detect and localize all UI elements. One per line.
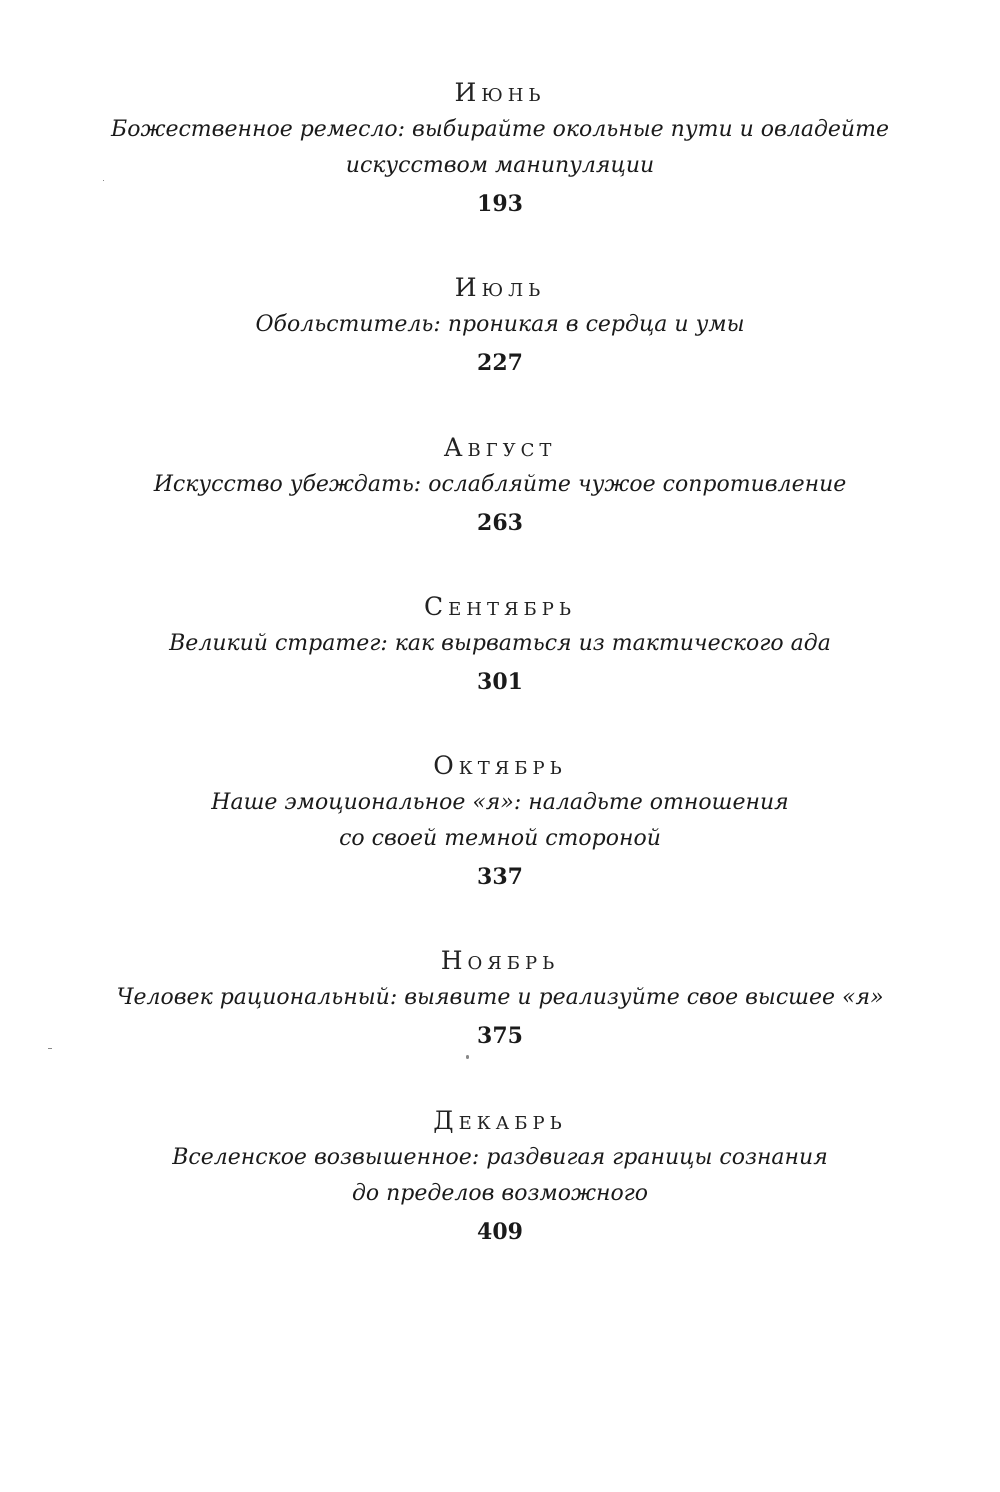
- chapter-subtitle-line: Человек рациональный: выявите и реализуйте свое высшее «я»: [116, 985, 884, 1010]
- scan-speck: [466, 1055, 469, 1059]
- chapter-subtitle-line: искусством манипуляции: [345, 153, 655, 178]
- month-heading: Декабрь: [433, 1106, 567, 1135]
- toc-entry-october: [0, 751, 1000, 895]
- page-number: 263: [477, 510, 523, 536]
- page-number: 227: [477, 350, 523, 376]
- chapter-subtitle-line: Вселенское возвышенное: раздвигая границы сознания: [172, 1145, 828, 1170]
- toc-entry-december: [0, 1106, 1000, 1250]
- month-heading: Ноябрь: [440, 946, 560, 975]
- chapter-subtitle-line: Божественное ремесло: выбирайте окольные пути и овладейте: [111, 117, 889, 142]
- page-number: 375: [477, 1023, 523, 1049]
- chapter-subtitle-line: со своей темной стороной: [339, 826, 661, 851]
- month-heading: Июнь: [454, 78, 546, 107]
- toc-entry-september: [0, 592, 1000, 700]
- page-number: 301: [477, 669, 523, 695]
- month-heading: Сентябрь: [424, 592, 576, 621]
- toc-entry-november: [0, 946, 1000, 1054]
- chapter-subtitle-line: Наше эмоциональное «я»: наладьте отношения: [211, 790, 789, 815]
- toc-entry-june: [0, 78, 1000, 222]
- page-number: 337: [477, 864, 523, 890]
- page-number: 409: [477, 1219, 523, 1245]
- scan-speck: [48, 1048, 52, 1049]
- month-heading: Август: [443, 433, 557, 462]
- chapter-subtitle-line: Великий стратег: как вырваться из тактического ада: [169, 631, 831, 656]
- chapter-subtitle-line: Искусство убеждать: ослабляйте чужое сопротивление: [153, 472, 847, 497]
- month-heading: Октябрь: [433, 751, 567, 780]
- toc-entry-august: [0, 433, 1000, 541]
- chapter-subtitle-line: до пределов возможного: [351, 1181, 649, 1206]
- chapter-subtitle-line: Обольститель: проникая в сердца и умы: [255, 312, 745, 337]
- month-heading: Июль: [454, 273, 546, 302]
- toc-entry-july: [0, 273, 1000, 381]
- page-number: 193: [477, 191, 523, 217]
- scan-speck: [103, 180, 104, 181]
